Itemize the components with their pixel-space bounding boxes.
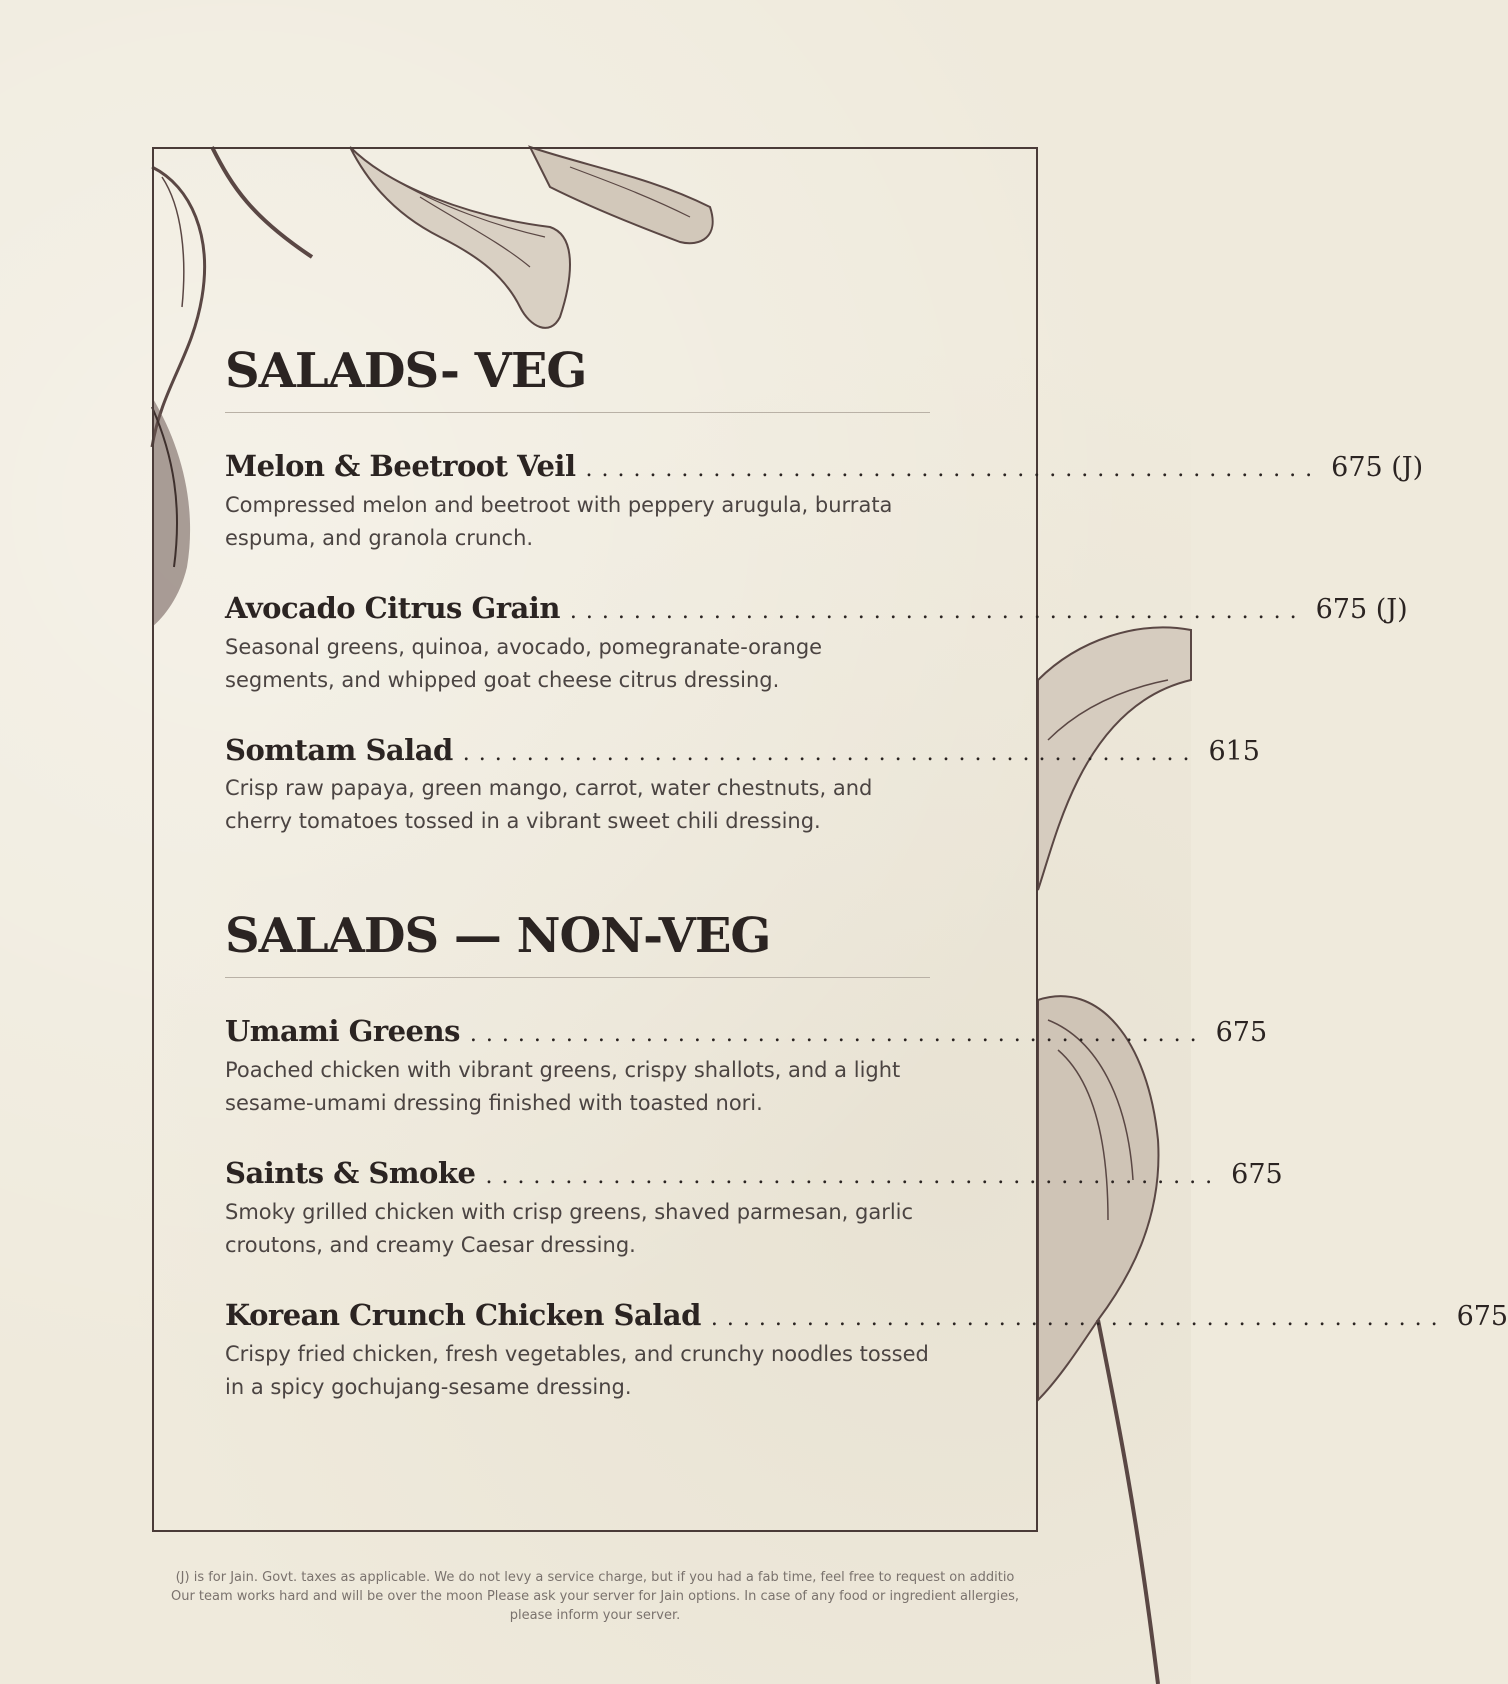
- leader-dots: ..............................................: [469, 1022, 1206, 1048]
- item-name: Saints & Smoke: [225, 1156, 476, 1191]
- section-veg: [225, 343, 1424, 838]
- item-description: Poached chicken with vibrant greens, crispy shallots, and a light sesame-umami dressing finished with toasted nori.: [225, 1058, 901, 1116]
- section-non-veg: [225, 908, 1508, 1403]
- item-price: 615: [1208, 735, 1260, 767]
- footer-line: please inform your server.: [509, 1608, 681, 1623]
- leader-dots: ..............................................: [569, 598, 1306, 624]
- footer-note: [165, 1568, 1025, 1625]
- item-price: 675 (J): [1331, 451, 1424, 483]
- calla-lily-sketch-icon: [1038, 620, 1191, 1684]
- menu-item: [225, 732, 1260, 839]
- menu-item: [225, 590, 1408, 697]
- item-price: 675: [1231, 1159, 1283, 1191]
- leader-dots: ..............................................: [485, 1164, 1222, 1190]
- item-description: Smoky grilled chicken with crisp greens, shaved parmesan, garlic croutons, and creamy Caesar dressing.: [225, 1200, 914, 1258]
- section-title: SALADS- VEG: [225, 343, 587, 399]
- item-name: Avocado Citrus Grain: [225, 590, 560, 625]
- leader-dots: ..............................................: [462, 740, 1199, 766]
- section-title: SALADS — NON-VEG: [225, 908, 771, 965]
- item-name: Umami Greens: [225, 1014, 460, 1049]
- item-description: Crisp raw papaya, green mango, carrot, water chestnuts, and cherry tomatoes tossed in a vibrant sweet chili dressing.: [225, 776, 873, 834]
- footer-line: Our team works hard and will be over the moon Please ask your server for Jain options. In case of any food or ingredient allergies,: [170, 1589, 1020, 1604]
- item-description: Crispy fried chicken, fresh vegetables, and crunchy noodles tossed in a spicy gochujang-sesame dressing.: [225, 1341, 929, 1399]
- section-divider: [225, 977, 930, 978]
- item-name: Somtam Salad: [225, 732, 453, 767]
- menu-item: [225, 1298, 1508, 1404]
- item-price: 675 (J): [1315, 593, 1408, 625]
- menu-item: [225, 1156, 1283, 1262]
- item-description: Compressed melon and beetroot with peppery arugula, burrata espuma, and granola crunch.: [225, 492, 893, 550]
- item-price: 675: [1456, 1301, 1508, 1333]
- leader-dots: ..............................................: [585, 456, 1322, 482]
- menu-item: [225, 448, 1424, 555]
- leader-dots: ..............................................: [710, 1306, 1447, 1332]
- section-divider: [225, 412, 930, 413]
- menu-content: [225, 343, 1508, 1404]
- menu-item: [225, 1014, 1268, 1120]
- item-name: Korean Crunch Chicken Salad: [225, 1298, 701, 1333]
- item-price: 675: [1215, 1017, 1268, 1049]
- item-name: Melon & Beetroot Veil: [225, 448, 576, 483]
- item-description: Seasonal greens, quinoa, avocado, pomegranate-orange segments, and whipped goat cheese citrus dressing.: [225, 634, 823, 692]
- footer-line: (J) is for Jain. Govt. taxes as applicable. We do not levy a service charge, but if you had a fab time, feel free to request on additio: [175, 1570, 1015, 1585]
